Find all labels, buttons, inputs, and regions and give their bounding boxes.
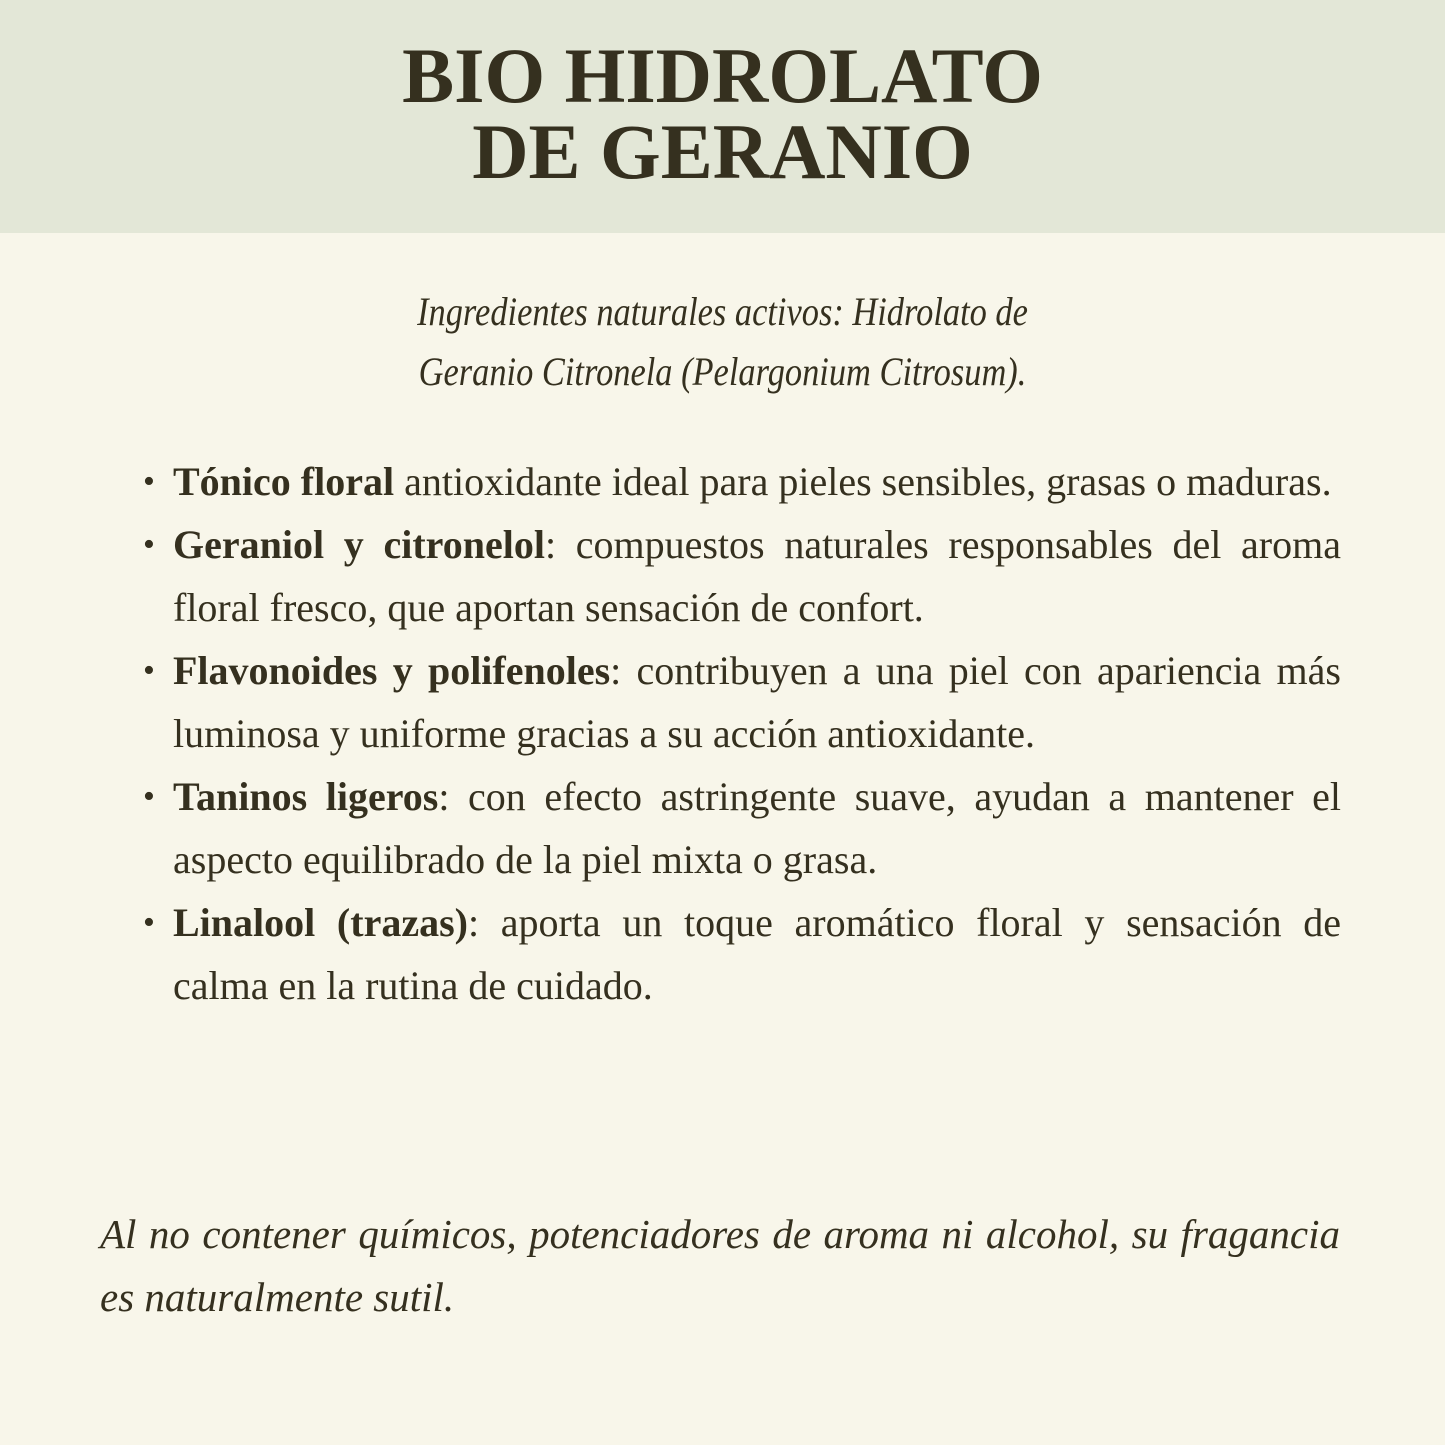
- benefit-item: [143, 513, 1341, 639]
- benefit-item: [143, 891, 1341, 1017]
- subtitle-line-1: Ingredientes naturales activos: Hidrolato de: [417, 289, 1028, 334]
- benefit-text: : con efecto astringente suave, ayudan a mantener el aspecto equilibrado de la piel mixta o grasa.: [173, 774, 1342, 882]
- benefit-term: Tónico floral: [173, 459, 395, 504]
- page-title: [0, 0, 1445, 195]
- benefit-text: : contribuyen a una piel con apariencia más luminosa y uniforme gracias a su acción antioxidante.: [173, 648, 1341, 756]
- bullet-icon: •: [143, 652, 155, 689]
- title-line-1: BIO HIDROLATO: [402, 32, 1043, 119]
- ingredients-subtitle: [316, 282, 1129, 402]
- header-band: [0, 0, 1445, 233]
- benefit-term: Linalool (trazas): [173, 900, 468, 945]
- footer-note: Al no contener químicos, potenciadores de aroma ni alcohol, su fragancia es naturalmente sutil.: [100, 1211, 1340, 1320]
- benefit-text: : compuestos naturales responsables del aroma floral fresco, que aportan sensación de confort.: [173, 522, 1341, 630]
- bullet-icon: •: [143, 904, 155, 941]
- benefit-text: : aporta un toque aromático floral y sensación de calma en la rutina de cuidado.: [173, 900, 1341, 1008]
- bullet-icon: •: [143, 778, 155, 815]
- title-line-2: DE GERANIO: [472, 108, 973, 195]
- benefit-term: Taninos ligeros: [173, 774, 439, 819]
- benefit-term: Flavonoides y polifenoles: [173, 648, 611, 693]
- bullet-icon: •: [143, 463, 155, 500]
- subtitle-line-2: Geranio Citronela (Pelargonium Citrosum).: [418, 349, 1027, 394]
- benefit-item: [143, 450, 1341, 513]
- benefit-term: Geraniol y citronelol: [173, 522, 545, 567]
- benefits-list: [143, 450, 1341, 1017]
- bullet-icon: •: [143, 526, 155, 563]
- benefit-text: antioxidante ideal para pieles sensibles, grasas o maduras.: [394, 459, 1332, 504]
- benefit-item: [143, 765, 1341, 891]
- benefit-item: [143, 639, 1341, 765]
